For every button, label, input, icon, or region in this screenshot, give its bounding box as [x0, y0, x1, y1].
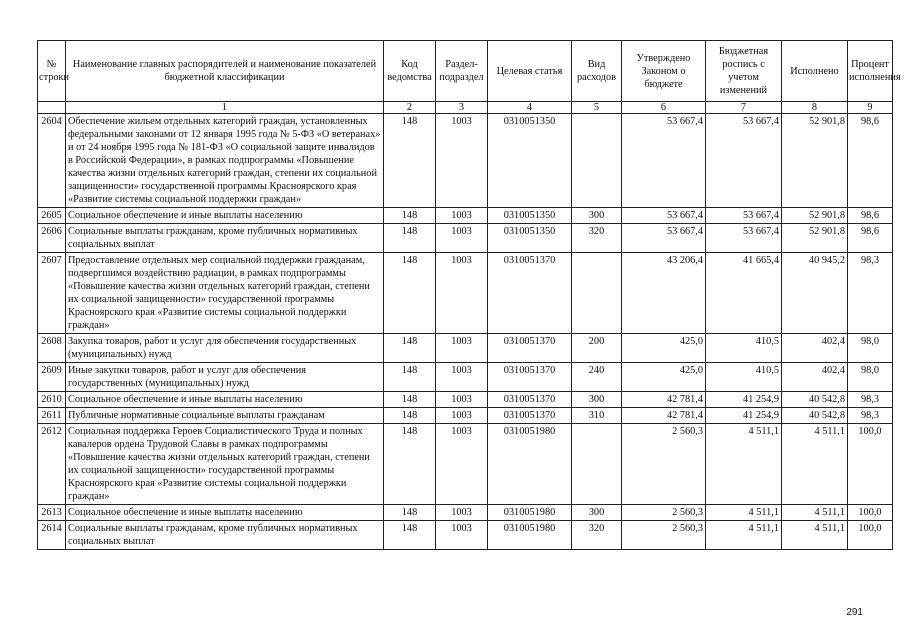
planned-amount: 53 667,4: [706, 224, 782, 253]
column-number-cell: 9: [848, 102, 893, 114]
executed-amount: 52 901,8: [782, 224, 848, 253]
dept-code: 148: [384, 114, 436, 208]
planned-amount: 41 254,9: [706, 392, 782, 408]
dept-code: 148: [384, 424, 436, 505]
header-cell: Процент исполнения: [848, 41, 893, 102]
executed-amount: 40 542,8: [782, 392, 848, 408]
header-row: [38, 41, 893, 102]
section-code: 1003: [436, 363, 488, 392]
target-article: 0310051980: [488, 505, 572, 521]
executed-amount: 40 542,8: [782, 408, 848, 424]
dept-code: 148: [384, 408, 436, 424]
row-name: Социальное обеспечение и иные выплаты населению: [66, 208, 384, 224]
target-article: 0310051980: [488, 424, 572, 505]
header-cell: Бюджетная роспись с учетом изменений: [706, 41, 782, 102]
column-number-cell: 8: [782, 102, 848, 114]
column-number-cell: 2: [384, 102, 436, 114]
target-article: 0310051980: [488, 521, 572, 550]
planned-amount: 410,5: [706, 334, 782, 363]
table-row: [38, 521, 893, 550]
planned-amount: 4 511,1: [706, 521, 782, 550]
row-name: Иные закупки товаров, работ и услуг для обеспечения государственных (муниципальных) нужд: [66, 363, 384, 392]
approved-amount: 2 560,3: [622, 424, 706, 505]
section-code: 1003: [436, 208, 488, 224]
expense-type: 300: [572, 392, 622, 408]
row-name: Обеспечение жильем отдельных категорий граждан, установленных федеральными законами от 12 января 1995 года № 5-ФЗ «О ветеранах» и от 24 ноября 1995 года № 181-ФЗ «О социальной защите инвалидов в Российской Федерации», в рамках подпрограммы «Повышение качества жизни отдельных категорий граждан, степени их социальной защищенности» государственной программы Красноярского края «Развитие системы социальной поддержки граждан»: [66, 114, 384, 208]
approved-amount: 43 206,4: [622, 253, 706, 334]
row-number: 2614: [38, 521, 66, 550]
dept-code: 148: [384, 334, 436, 363]
expense-type: 240: [572, 363, 622, 392]
row-number: 2604: [38, 114, 66, 208]
column-number-cell: 3: [436, 102, 488, 114]
planned-amount: 4 511,1: [706, 505, 782, 521]
approved-amount: 53 667,4: [622, 114, 706, 208]
table-row: [38, 363, 893, 392]
executed-amount: 40 945,2: [782, 253, 848, 334]
column-number-cell: 6: [622, 102, 706, 114]
planned-amount: 410,5: [706, 363, 782, 392]
row-number: 2607: [38, 253, 66, 334]
planned-amount: 4 511,1: [706, 424, 782, 505]
execution-percent: 98,3: [848, 253, 893, 334]
row-number: 2610: [38, 392, 66, 408]
section-code: 1003: [436, 334, 488, 363]
executed-amount: 52 901,8: [782, 114, 848, 208]
row-number: 2608: [38, 334, 66, 363]
section-code: 1003: [436, 521, 488, 550]
planned-amount: 53 667,4: [706, 114, 782, 208]
approved-amount: 2 560,3: [622, 505, 706, 521]
column-number-cell: 1: [66, 102, 384, 114]
header-cell: Наименование главных распорядителей и наименование показателей бюджетной классификации: [66, 41, 384, 102]
table-row: [38, 505, 893, 521]
table-row: [38, 408, 893, 424]
executed-amount: 402,4: [782, 363, 848, 392]
table-row: [38, 224, 893, 253]
execution-percent: 98,3: [848, 392, 893, 408]
header-cell: Раздел-подраздел: [436, 41, 488, 102]
budget-table: [37, 40, 901, 550]
header-cell: Утверждено Законом о бюджете: [622, 41, 706, 102]
row-name: Предоставление отдельных мер социальной поддержки гражданам, подвергшимся воздействию радиации, в рамках подпрограммы «Повышение качества жизни отдельных категорий граждан, степени их социальной защищенности» государственной программы Красноярского края «Развитие системы социальной поддержки граждан»: [66, 253, 384, 334]
expense-type: [572, 253, 622, 334]
execution-percent: 98,0: [848, 334, 893, 363]
dept-code: 148: [384, 363, 436, 392]
row-name: Публичные нормативные социальные выплаты гражданам: [66, 408, 384, 424]
header-cell: № строки: [38, 41, 66, 102]
row-name: Социальное обеспечение и иные выплаты населению: [66, 505, 384, 521]
column-number-cell: [38, 102, 66, 114]
expense-type: 200: [572, 334, 622, 363]
table-row: [38, 208, 893, 224]
row-number: 2613: [38, 505, 66, 521]
section-code: 1003: [436, 408, 488, 424]
section-code: 1003: [436, 424, 488, 505]
header-cell: Вид расходов: [572, 41, 622, 102]
executed-amount: 4 511,1: [782, 424, 848, 505]
approved-amount: 42 781,4: [622, 408, 706, 424]
table-row: [38, 392, 893, 408]
row-name: Социальная поддержка Героев Социалистического Труда и полных кавалеров ордена Трудовой Славы в рамках подпрограммы «Повышение качества жизни отдельных категорий граждан, степени их социальной защищенности» государственной программы Красноярского края «Развитие системы социальной поддержки граждан»: [66, 424, 384, 505]
approved-amount: 425,0: [622, 363, 706, 392]
dept-code: 148: [384, 224, 436, 253]
table-row: [38, 253, 893, 334]
column-number-cell: 7: [706, 102, 782, 114]
execution-percent: 98,3: [848, 408, 893, 424]
row-number: 2606: [38, 224, 66, 253]
row-name: Социальные выплаты гражданам, кроме публичных нормативных социальных выплат: [66, 224, 384, 253]
planned-amount: 41 254,9: [706, 408, 782, 424]
dept-code: 148: [384, 208, 436, 224]
target-article: 0310051350: [488, 208, 572, 224]
table-body: [38, 114, 893, 550]
planned-amount: 41 665,4: [706, 253, 782, 334]
row-name: Социальные выплаты гражданам, кроме публичных нормативных социальных выплат: [66, 521, 384, 550]
expense-type: 320: [572, 521, 622, 550]
target-article: 0310051370: [488, 392, 572, 408]
executed-amount: 52 901,8: [782, 208, 848, 224]
row-name: Социальное обеспечение и иные выплаты населению: [66, 392, 384, 408]
execution-percent: 98,6: [848, 208, 893, 224]
section-code: 1003: [436, 114, 488, 208]
dept-code: 148: [384, 392, 436, 408]
row-number: 2611: [38, 408, 66, 424]
column-number-row: [38, 102, 893, 114]
header-cell: Целевая статья: [488, 41, 572, 102]
approved-amount: 53 667,4: [622, 208, 706, 224]
row-name: Закупка товаров, работ и услуг для обеспечения государственных (муниципальных) нужд: [66, 334, 384, 363]
executed-amount: 4 511,1: [782, 521, 848, 550]
execution-percent: 98,0: [848, 363, 893, 392]
target-article: 0310051370: [488, 408, 572, 424]
executed-amount: 402,4: [782, 334, 848, 363]
column-number-cell: 4: [488, 102, 572, 114]
row-number: 2612: [38, 424, 66, 505]
header-cell: Код ведомства: [384, 41, 436, 102]
expense-type: 300: [572, 505, 622, 521]
execution-percent: 100,0: [848, 424, 893, 505]
section-code: 1003: [436, 224, 488, 253]
executed-amount: 4 511,1: [782, 505, 848, 521]
expense-type: [572, 114, 622, 208]
section-code: 1003: [436, 392, 488, 408]
column-number-cell: 5: [572, 102, 622, 114]
approved-amount: 425,0: [622, 334, 706, 363]
target-article: 0310051370: [488, 334, 572, 363]
execution-percent: 100,0: [848, 521, 893, 550]
execution-percent: 98,6: [848, 114, 893, 208]
expense-type: [572, 424, 622, 505]
dept-code: 148: [384, 253, 436, 334]
section-code: 1003: [436, 253, 488, 334]
header-cell: Исполнено: [782, 41, 848, 102]
expense-type: 310: [572, 408, 622, 424]
target-article: 0310051370: [488, 253, 572, 334]
execution-percent: 100,0: [848, 505, 893, 521]
row-number: 2605: [38, 208, 66, 224]
table-row: [38, 114, 893, 208]
planned-amount: 53 667,4: [706, 208, 782, 224]
dept-code: 148: [384, 505, 436, 521]
section-code: 1003: [436, 505, 488, 521]
approved-amount: 2 560,3: [622, 521, 706, 550]
expense-type: 300: [572, 208, 622, 224]
row-number: 2609: [38, 363, 66, 392]
expense-type: 320: [572, 224, 622, 253]
approved-amount: 53 667,4: [622, 224, 706, 253]
approved-amount: 42 781,4: [622, 392, 706, 408]
execution-percent: 98,6: [848, 224, 893, 253]
target-article: 0310051350: [488, 224, 572, 253]
table-row: [38, 424, 893, 505]
dept-code: 148: [384, 521, 436, 550]
page-number: 291: [846, 607, 863, 618]
target-article: 0310051370: [488, 363, 572, 392]
target-article: 0310051350: [488, 114, 572, 208]
table-row: [38, 334, 893, 363]
